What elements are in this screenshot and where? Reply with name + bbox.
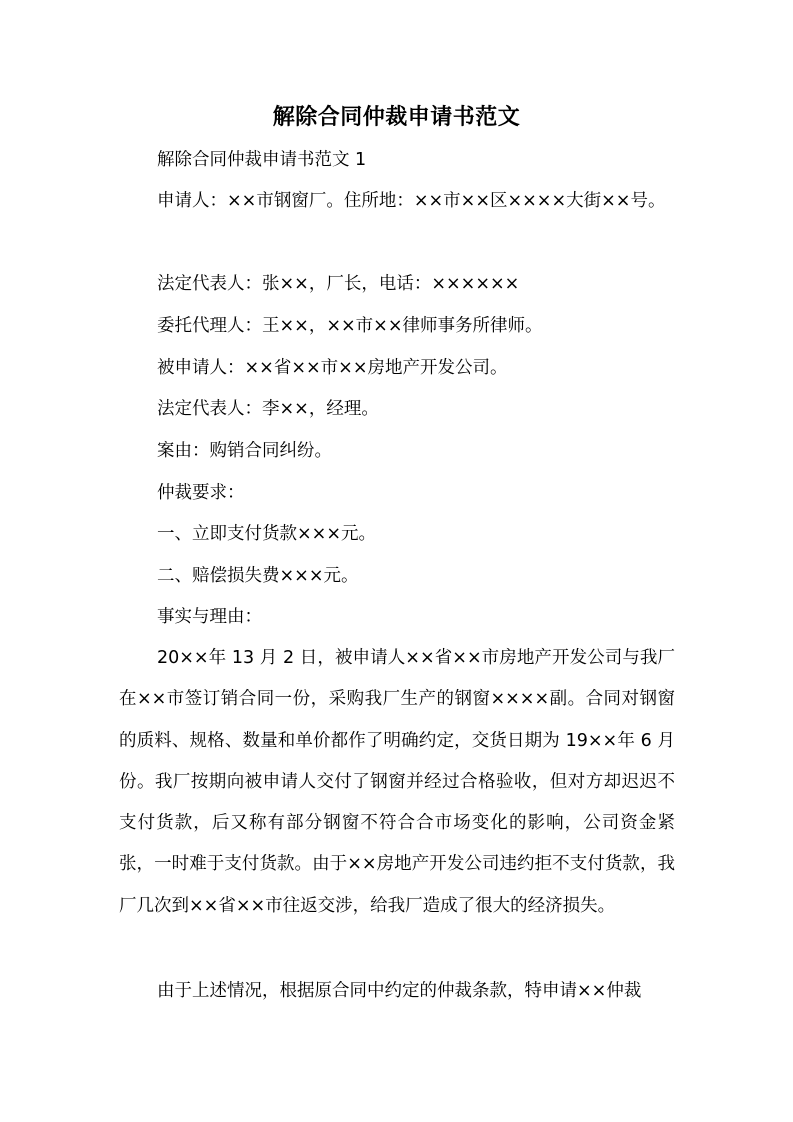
legal-representative-line: 法定代表人：张××，厂长，电话：×××××× xyxy=(157,274,520,294)
closing-paragraph: 由于上述情况，根据原合同中约定的仲裁条款，特申请××仲裁 xyxy=(157,981,642,1001)
facts-paragraph: 20××年 13 月 2 日，被申请人××省××市房地产开发公司与我厂在××市签订销合同一份，采购我厂生产的钢窗××××副。合同对钢窗的质料、规格、数量和单价都作了明确约定，交货日期为 19××年 6 月份。我厂按期向被申请人交付了钢窗并经过合格验收，但对方却迟迟不支付货款，后又称有部分钢窗不符合合市场变化的影响，公司资金紧张，一时难于支付货款。由于××房地产开发公司违约拒不支付货款，我厂几次到××省××市往返交涉，给我厂造成了很大的经济损失。 xyxy=(119,648,675,916)
claim-item-2: 二、赔偿损失费×××元。 xyxy=(157,566,359,586)
claims-heading: 仲裁要求： xyxy=(157,483,245,503)
agent-line: 委托代理人：王××，××市××律师事务所律师。 xyxy=(157,316,543,336)
respondent-legal-representative-line: 法定代表人：李××，经理。 xyxy=(157,399,379,419)
document-title: 解除合同仲裁申请书范文 xyxy=(272,105,521,130)
respondent-line: 被申请人：××省××市××房地产开发公司。 xyxy=(157,358,508,378)
document-subtitle: 解除合同仲裁申请书范文 1 xyxy=(157,150,367,170)
facts-heading: 事实与理由： xyxy=(157,607,262,627)
claim-item-1: 一、立即支付货款×××元。 xyxy=(157,524,376,544)
cause-line: 案由：购销合同纠纷。 xyxy=(157,441,332,461)
applicant-line: 申请人：××市钢窗厂。住所地：××市××区××××大街××号。 xyxy=(157,191,666,211)
